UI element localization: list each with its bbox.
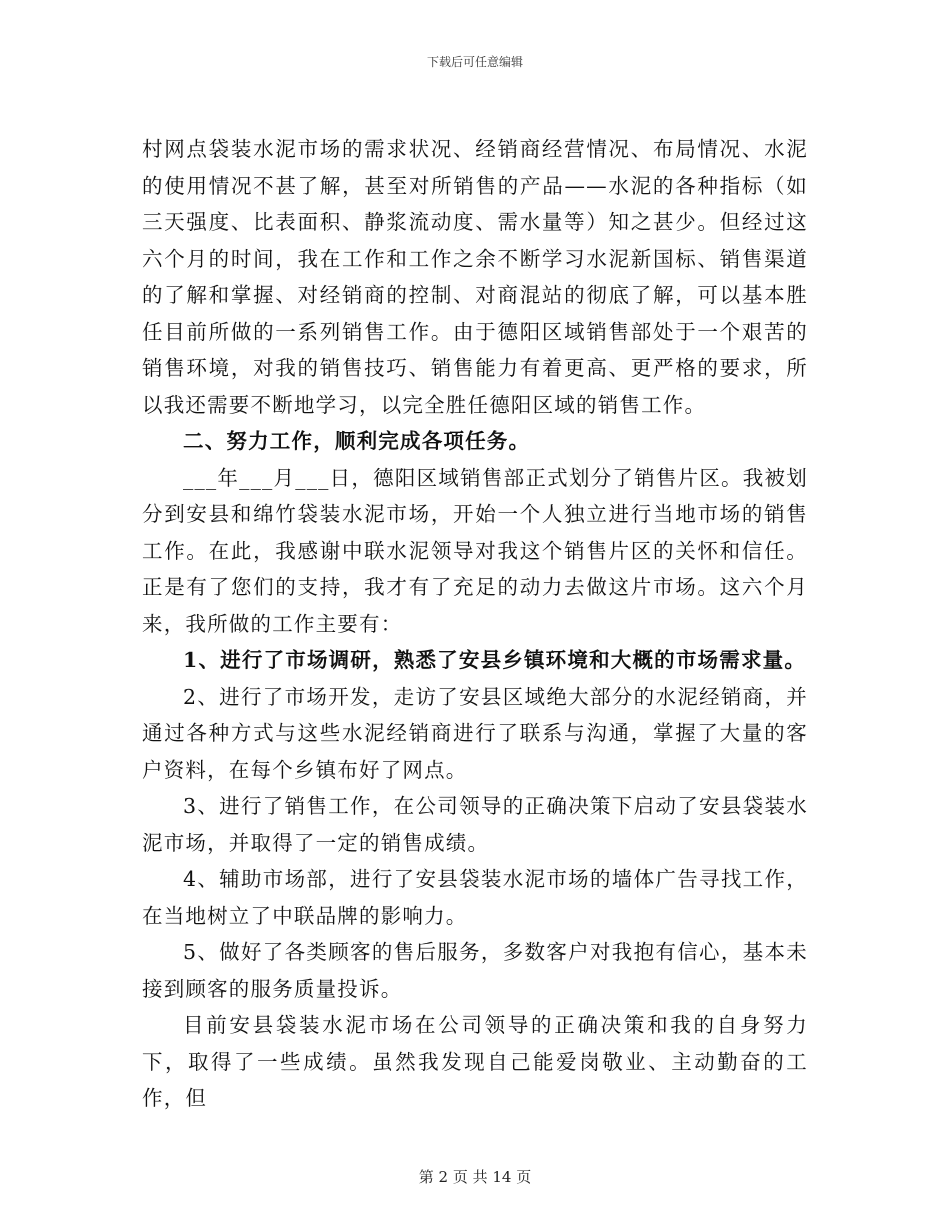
page-header-note: 下载后可任意编辑 (426, 55, 523, 69)
list-item-3: 3、进行了销售工作，在公司领导的正确决策下启动了安县袋装水泥市场，并取得了一定的销售成绩。 (142, 794, 808, 855)
paragraph-summary: 目前安县袋装水泥市场在公司领导的正确决策和我的自身努力下，取得了一些成绩。虽然我发现自己能爱岗敬业、主动勤奋的工作，但 (142, 1013, 808, 1110)
paragraph-date-intro: ___年___月___日，德阳区域销售部正式划分了销售片区。我被划分到安县和绵竹袋装水泥市场，开始一个人独立进行当地市场的销售工作。在此，我感谢中联水泥领导对我这个销售片区的关怀和信任。正是有了您们的支持，我才有了充足的动力去做这片市场。这六个月来，我所做的工作主要有： (142, 465, 808, 636)
section-heading: 二、努力工作，顺利完成各项任务。 (183, 429, 531, 453)
page-number: 第 2 页 共 14 页 (418, 1168, 532, 1186)
paragraph-continuation: 村网点袋装水泥市场的需求状况、经销商经营情况、布局情况、水泥的使用情况不甚了解，甚至对所销售的产品——水泥的各种指标（如三天强度、比表面积、静浆流动度、需水量等）知之甚少。但经过这六个月的时间，我在工作和工作之余不断学习水泥新国标、销售渠道的了解和掌握、对经销商的控制、对商混站的彻底了解，可以基本胜任目前所做的一系列销售工作。由于德阳区域销售部处于一个艰苦的销售环境，对我的销售技巧、销售能力有着更高、更严格的要求，所以我还需要不断地学习，以完全胜任德阳区域的销售工作。 (142, 137, 808, 417)
document-body (142, 131, 808, 1117)
list-item-1: 1、进行了市场调研，熟悉了安县乡镇环境和大概的市场需求量。 (183, 648, 807, 672)
list-item-5: 5、做好了各类顾客的售后服务，多数客户对我抱有信心，基本未接到顾客的服务质量投诉。 (142, 940, 808, 1001)
list-item-4: 4、辅助市场部，进行了安县袋装水泥市场的墙体广告寻找工作，在当地树立了中联品牌的影响力。 (142, 867, 808, 928)
list-item-2: 2、进行了市场开发，走访了安县区域绝大部分的水泥经销商，并通过各种方式与这些水泥经销商进行了联系与沟通，掌握了大量的客户资料，在每个乡镇布好了网点。 (142, 684, 808, 782)
